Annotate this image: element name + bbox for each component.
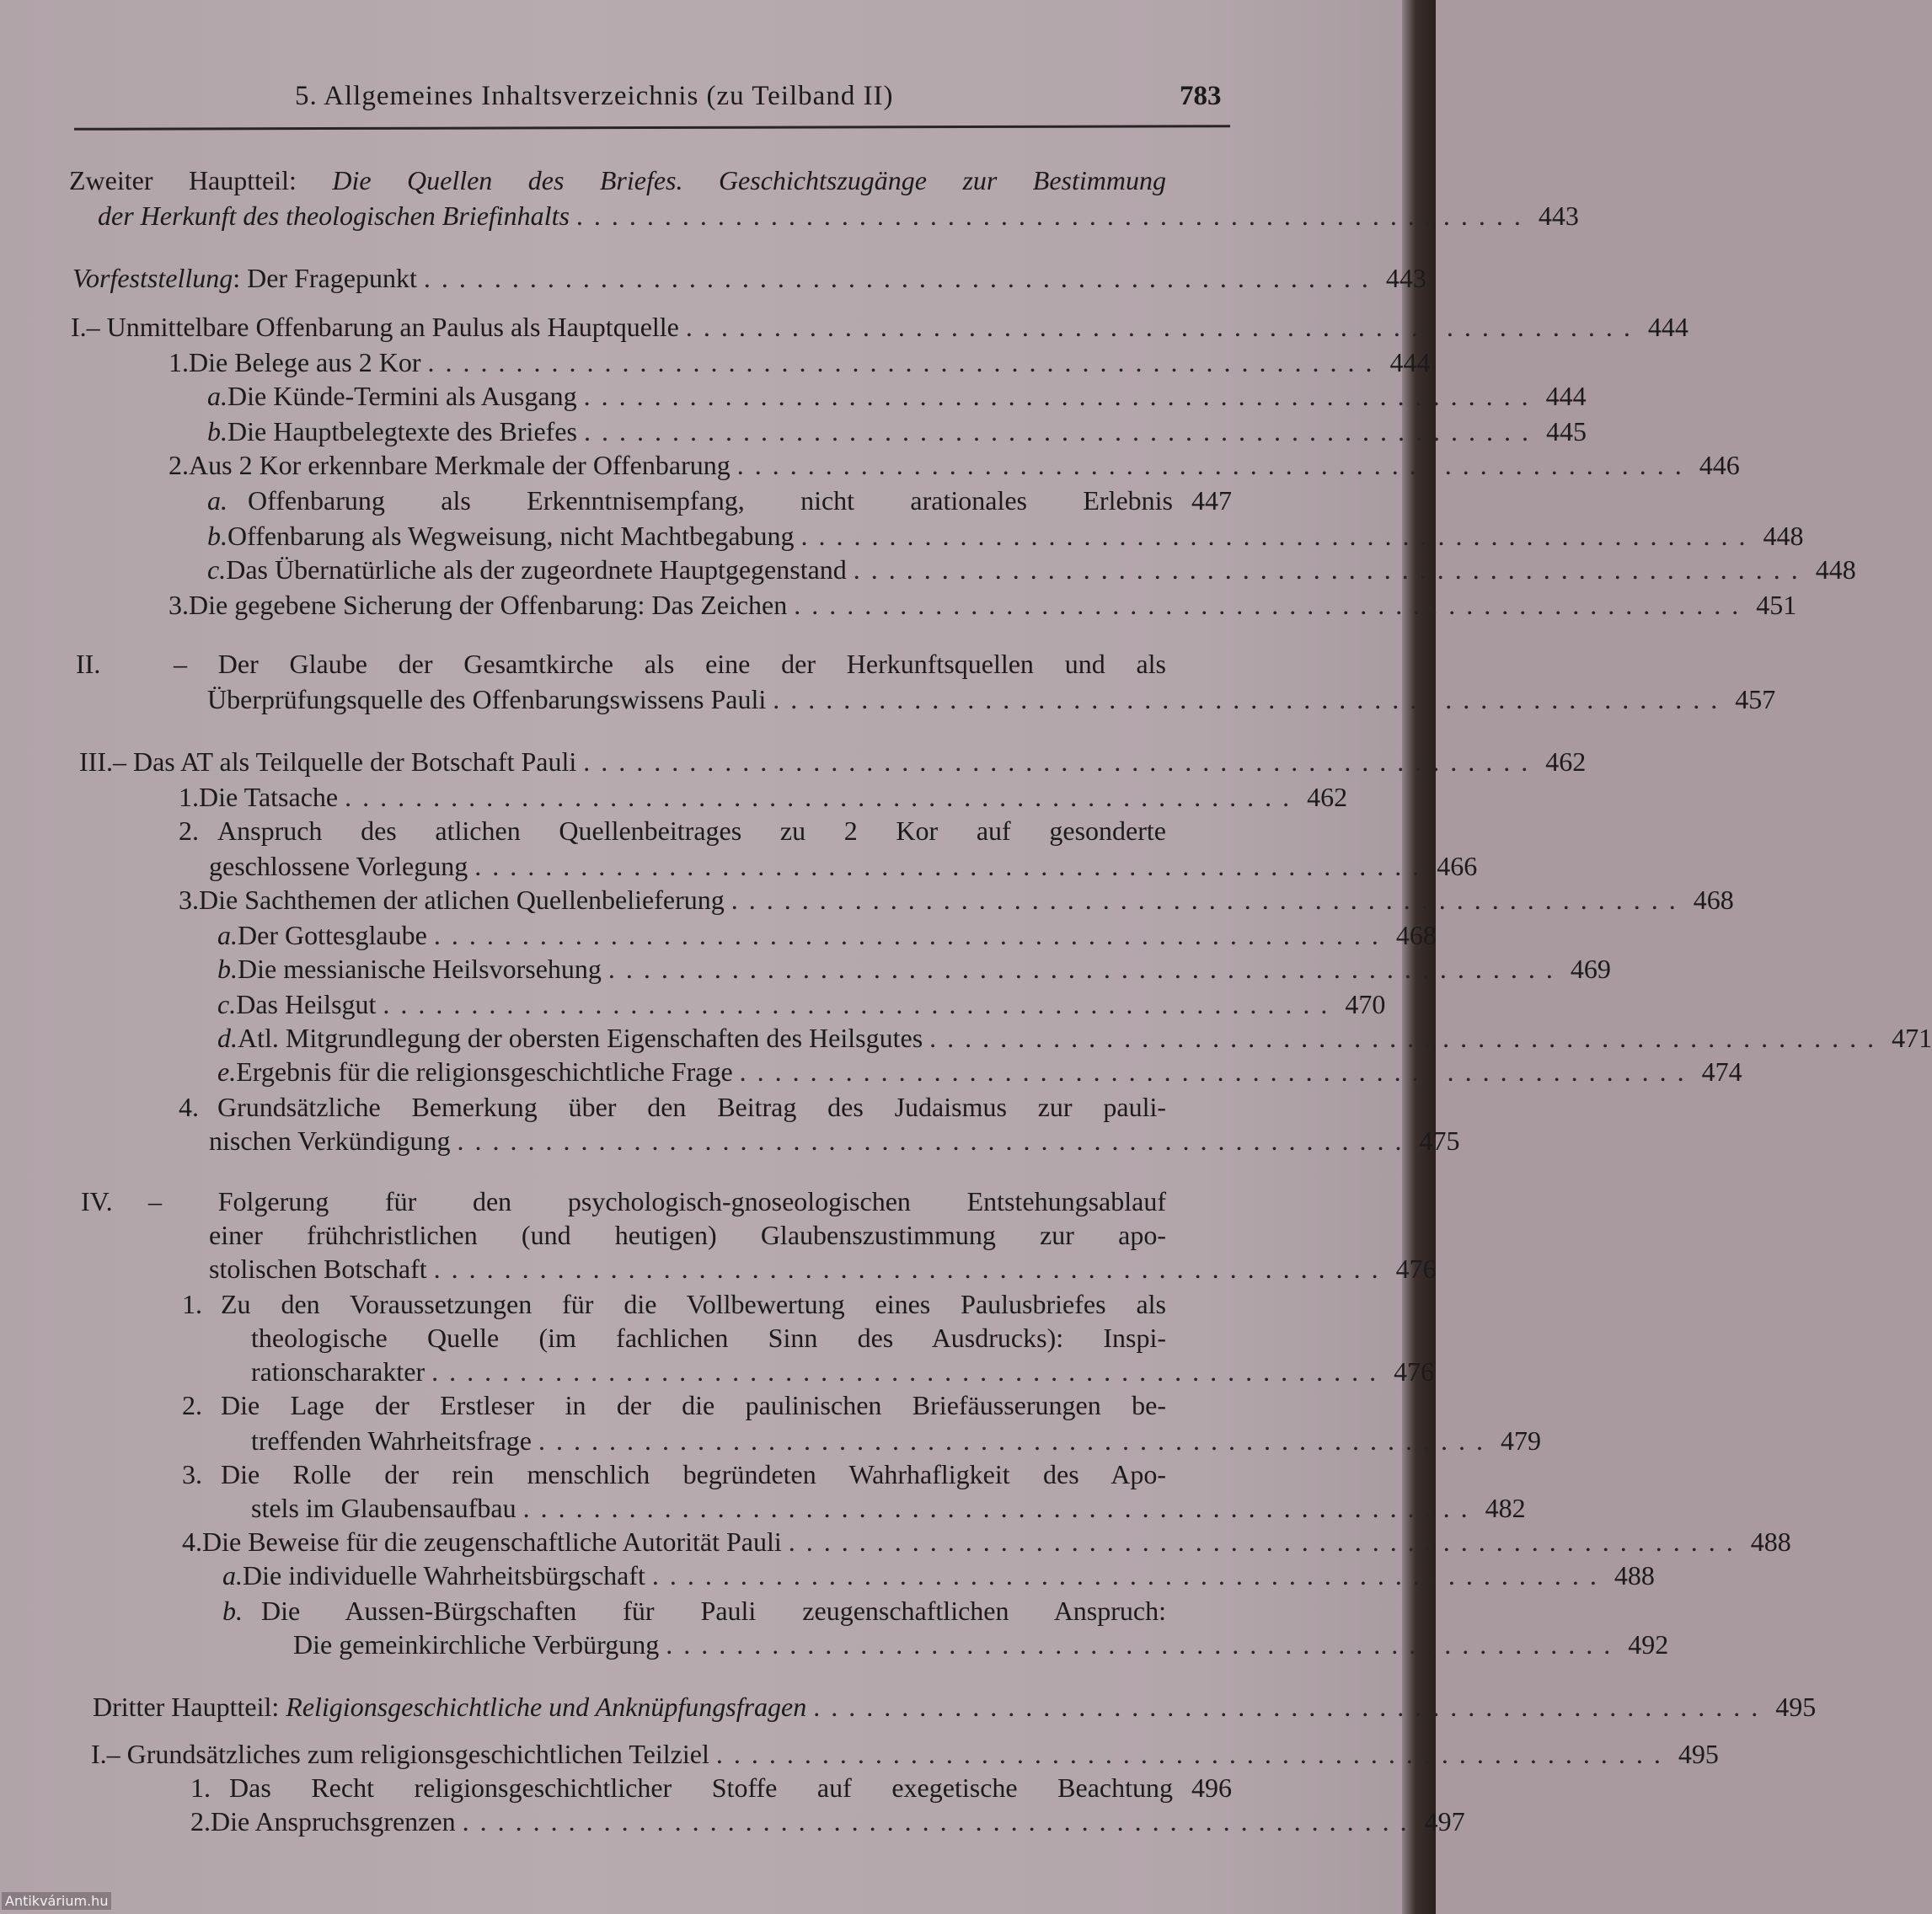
- toc-page-number: 488: [1750, 1526, 1791, 1557]
- dot-leader: ......................................................: [583, 746, 1539, 777]
- toc-page-number: 495: [1678, 1739, 1719, 1769]
- toc-entry-3-1: [179, 782, 1348, 815]
- toc-page-number: 492: [1628, 1629, 1669, 1660]
- toc-page-number: 488: [1614, 1560, 1655, 1591]
- toc-entry-text: Die Sachthemen der atlichen Quellenbelieferung: [199, 885, 725, 915]
- toc-page-number: 497: [1424, 1806, 1465, 1836]
- dot-leader: ......................................................: [794, 590, 1750, 620]
- toc-page-number: 476: [1394, 1356, 1435, 1387]
- toc-entry-4-4-b: [222, 1596, 1232, 1629]
- toc-entry-text: rationscharakter: [251, 1356, 425, 1387]
- toc-part-label: Zweiter Hauptteil:: [69, 165, 333, 195]
- toc-page-number: 451: [1756, 590, 1797, 620]
- toc-page-number: 482: [1485, 1493, 1526, 1523]
- toc-entry-number: 2.: [182, 1390, 202, 1420]
- dot-leader: ......................................................: [433, 920, 1389, 950]
- toc-entry-text: stolischen Botschaft: [209, 1254, 427, 1284]
- toc-entry-3-4-cont: [209, 1125, 1460, 1159]
- toc-entry-text: geschlossene Vorlegung: [209, 851, 468, 881]
- toc-page-number: 444: [1647, 312, 1688, 342]
- toc-entry-number: 3.: [169, 590, 189, 620]
- dot-leader: ......................................................: [739, 1056, 1695, 1087]
- toc-entry-number: 4.: [179, 1092, 199, 1122]
- toc-entry-text: – Der Glaube der Gesamtkirche als eine der Herkunftsquellen und als: [174, 649, 1166, 679]
- toc-entry-text: Die Rolle der rein menschlich begründeten Wahrhafligkeit des Apo-: [221, 1459, 1166, 1489]
- toc-entry-text: Das Recht religionsgeschichtlicher Stoffe auf exegetische Beachtung: [229, 1772, 1173, 1803]
- toc-entry-text: stels im Glaubensaufbau: [251, 1493, 516, 1523]
- toc-entry-section-3: [79, 746, 1587, 780]
- toc-entry-text: Die Tatsache: [199, 782, 339, 812]
- toc-entry-1-1-b: [207, 416, 1587, 450]
- toc-entry-text: – Grundsätzliches zum religionsgeschichtlichen Teilziel: [106, 1739, 709, 1769]
- toc-page-number: 444: [1545, 381, 1587, 411]
- toc-entry-number: 3.: [182, 1459, 202, 1489]
- toc-entry-text: Ergebnis für die religionsgeschichtliche Frage: [236, 1056, 733, 1087]
- toc-page-number: 468: [1395, 920, 1437, 950]
- page-number: 783: [1180, 81, 1222, 111]
- toc-entry-1-2-a: [207, 485, 1232, 519]
- toc-page-number: 462: [1545, 746, 1587, 777]
- toc-page-number: 443: [1538, 200, 1579, 231]
- dot-leader: ......................................................: [666, 1629, 1622, 1660]
- toc-entry-1-1: [169, 347, 1431, 381]
- toc-entry-1-1-a: [207, 381, 1587, 414]
- toc-entry-label: Vorfeststellung: [72, 263, 233, 293]
- toc-entry-1-2-b: [207, 521, 1804, 554]
- dot-leader: ......................................................: [607, 954, 1564, 984]
- dot-leader: ......................................................: [929, 1023, 1886, 1053]
- toc-entry-number: a.: [222, 1560, 243, 1591]
- toc-entry-text: Zu den Voraussetzungen für die Vollbewertung eines Paulusbriefes als: [221, 1289, 1166, 1319]
- toc-page-number: 446: [1699, 450, 1740, 480]
- toc-entry-text: Die Anspruchsgrenzen: [211, 1806, 456, 1836]
- dot-leader: ......................................................: [813, 1692, 1769, 1722]
- toc-entry-text: Die Künde-Termini als Ausgang: [227, 381, 577, 411]
- toc-entry-text: Die gemeinkirchliche Verbürgung: [293, 1629, 660, 1660]
- toc-entry-text: nischen Verkündigung: [209, 1125, 451, 1156]
- toc-entry-text: Die messianische Heilsvorsehung: [238, 954, 602, 984]
- toc-entry-number: 1.: [190, 1772, 211, 1803]
- toc-entry-text: Die gegebene Sicherung der Offenbarung: Das Zeichen: [189, 590, 788, 620]
- toc-entry-number: 1.: [182, 1289, 202, 1319]
- toc-entry-text: – Unmittelbare Offenbarung an Paulus als Hauptquelle: [86, 312, 679, 342]
- toc-entry-vorfeststellung: [72, 263, 1426, 297]
- toc-entry-number: b.: [207, 416, 227, 446]
- toc-page-number: 443: [1385, 263, 1426, 293]
- toc-entry-text: der Herkunft des theologischen Briefinhalts: [98, 200, 570, 231]
- toc-entry-number: a.: [207, 381, 227, 411]
- toc-page-number: 468: [1693, 885, 1734, 915]
- toc-entry-part-3-section-1: [91, 1739, 1719, 1772]
- toc-entry-3-4: [179, 1092, 1232, 1125]
- toc-entry-text: Die Lage der Erstleser in der die paulinischen Briefäusserungen be-: [221, 1390, 1166, 1420]
- toc-page-number: 495: [1775, 1692, 1817, 1722]
- dot-leader: ......................................................: [462, 1806, 1418, 1836]
- toc-entry-part-3-1-2: [190, 1806, 1465, 1840]
- toc-entry-text: Das Übernatürliche als der zugeordnete Hauptgegenstand: [226, 554, 847, 585]
- toc-entry-section-4-cont-1: [209, 1220, 1232, 1254]
- toc-page-number: 476: [1395, 1254, 1437, 1284]
- toc-entry-4-1: [182, 1289, 1232, 1323]
- toc-page-number: 474: [1701, 1056, 1742, 1087]
- toc-entry-text: Überprüfungsquelle des Offenbarungswissens Pauli: [207, 684, 767, 714]
- toc-entry-4-2: [182, 1390, 1232, 1424]
- toc-entry-part-2-heading: [69, 165, 1232, 199]
- toc-page-number: 470: [1345, 989, 1386, 1019]
- toc-entry-text: Grundsätzliche Bemerkung über den Beitrag des Judaismus zur pauli-: [217, 1092, 1166, 1122]
- dot-leader: ......................................................: [423, 263, 1379, 293]
- dot-leader: ......................................................: [383, 989, 1339, 1019]
- toc-entry-number: 1.: [169, 347, 189, 377]
- toc-entry-text: Das Heilsgut: [236, 989, 377, 1019]
- toc-entry-1-2-c: [207, 554, 1856, 588]
- toc-entry-text: Der Gottesglaube: [238, 920, 427, 950]
- toc-entry-4-4-b-cont: [293, 1629, 1669, 1663]
- toc-page-number: 496: [1191, 1772, 1232, 1803]
- dot-leader: ......................................................: [474, 851, 1431, 881]
- dot-leader: ......................................................: [575, 200, 1532, 231]
- dot-leader: ......................................................: [788, 1526, 1744, 1557]
- dot-leader: ......................................................: [736, 450, 1693, 480]
- toc-entry-text: Die individuelle Wahrheitsbürgschaft: [243, 1560, 645, 1591]
- toc-entry-part-3-1-1: [190, 1772, 1232, 1806]
- toc-entry-text: Offenbarung als Wegweisung, nicht Machtbegabung: [227, 521, 795, 551]
- toc-entry-4-3-cont: [251, 1493, 1526, 1526]
- dot-leader: ......................................................: [583, 416, 1539, 446]
- toc-entry-text: : Der Fragepunkt: [233, 263, 417, 293]
- toc-entry-part-3-heading: [93, 1692, 1817, 1725]
- toc-entry-text: einer frühchristlichen (und heutigen) Glaubenszustimmung zur apo-: [209, 1220, 1166, 1250]
- toc-page-number: 471: [1892, 1023, 1932, 1053]
- toc-entry-number: c.: [207, 554, 227, 585]
- toc-entry-text: Die Beweise für die zeugenschaftliche Autorität Pauli: [202, 1526, 782, 1557]
- toc-page-number: 448: [1763, 521, 1804, 551]
- toc-entry-number: 2.: [179, 815, 199, 846]
- toc-page-number: 445: [1545, 416, 1587, 446]
- toc-entry-number: b.: [207, 521, 227, 551]
- toc-entry-section-4-cont-2: [209, 1254, 1437, 1287]
- toc-entry-text: Aus 2 Kor erkennbare Merkmale der Offenbarung: [189, 450, 731, 480]
- dot-leader: ......................................................: [731, 885, 1687, 915]
- toc-entry-4-1-cont-1: [251, 1323, 1232, 1356]
- toc-entry-text: Religionsgeschichtliche und Anknüpfungsfragen: [286, 1692, 807, 1722]
- toc-entry-4-4: [182, 1526, 1791, 1560]
- dot-leader: ......................................................: [433, 1254, 1389, 1284]
- dot-leader: ......................................................: [685, 312, 1641, 342]
- dot-leader: ......................................................: [457, 1125, 1413, 1156]
- toc-entry-text: – Das AT als Teilquelle der Botschaft Pauli: [112, 746, 577, 777]
- toc-entry-number: III.: [79, 746, 113, 777]
- toc-entry-4-3: [182, 1459, 1232, 1493]
- toc-entry-number: a.: [207, 485, 227, 516]
- toc-entry-number: 2.: [169, 450, 189, 480]
- toc-entry-4-1-cont-2: [251, 1356, 1435, 1390]
- toc-entry-text: Die Belege aus 2 Kor: [189, 347, 421, 377]
- toc-entry-number: IV.: [81, 1186, 113, 1216]
- toc-entry-part-2-heading-cont: [98, 200, 1579, 234]
- toc-entry-3-2-cont: [209, 851, 1478, 885]
- toc-entry-text: theologische Quelle (im fachlichen Sinn des Ausdrucks): Inspi-: [251, 1323, 1166, 1353]
- toc-entry-number: b.: [222, 1596, 243, 1626]
- watermark: Antikvárium.hu: [2, 1892, 111, 1910]
- toc-entry-number: I.: [71, 312, 87, 342]
- toc-entry-number: 1.: [179, 782, 199, 812]
- toc-page-number: 469: [1570, 954, 1611, 984]
- toc-entry-4-4-a: [222, 1560, 1655, 1594]
- toc-entry-1-3: [169, 590, 1797, 623]
- dot-leader: ......................................................: [431, 1356, 1388, 1387]
- toc-entry-text: Die Hauptbelegtexte des Briefes: [227, 416, 577, 446]
- dot-leader: ......................................................: [522, 1493, 1479, 1523]
- toc-entry-text: Anspruch des atlichen Quellenbeitrages zu 2 Kor auf gesonderte: [217, 815, 1166, 846]
- toc-entry-1-2: [169, 450, 1740, 484]
- toc-page-number: 479: [1500, 1425, 1541, 1456]
- toc-page-number: 475: [1419, 1125, 1460, 1156]
- dot-leader: ......................................................: [715, 1739, 1672, 1769]
- toc-entry-text: treffenden Wahrheitsfrage: [251, 1425, 532, 1456]
- toc-entry-section-2: [76, 649, 1232, 682]
- dot-leader: ......................................................: [538, 1425, 1494, 1456]
- dot-leader: ......................................................: [345, 782, 1301, 812]
- toc-entry-4-2-cont: [251, 1425, 1541, 1459]
- toc-page-number: 448: [1815, 554, 1856, 585]
- dot-leader: ......................................................: [773, 684, 1729, 714]
- dot-leader: ......................................................: [427, 347, 1383, 377]
- toc-entry-number: d.: [217, 1023, 238, 1053]
- toc-page-number: 457: [1735, 684, 1776, 714]
- toc-page-number: 447: [1191, 485, 1232, 516]
- toc-page-number: 466: [1437, 851, 1478, 881]
- toc-entry-3-3: [179, 885, 1734, 918]
- toc-entry-text: Die Aussen-Bürgschaften für Pauli zeugenschaftlichen Anspruch:: [261, 1596, 1166, 1626]
- toc-entry-3-3-c: [217, 989, 1386, 1023]
- toc-entry-section-2-cont: [207, 684, 1776, 718]
- toc-entry-3-3-b: [217, 954, 1611, 987]
- toc-entry-number: e.: [217, 1056, 237, 1087]
- dot-leader: ......................................................: [800, 521, 1757, 551]
- toc-entry-number: a.: [217, 920, 238, 950]
- toc-entry-text: – Folgerung für den psychologisch-gnoseologischen Entstehungsablauf: [148, 1186, 1166, 1216]
- toc-part-label: Dritter Hauptteil:: [93, 1692, 286, 1722]
- toc-entry-3-3-e: [217, 1056, 1742, 1090]
- toc-entry-number: II.: [76, 649, 101, 679]
- dot-leader: ......................................................: [583, 381, 1539, 411]
- toc-entry-section-4: [81, 1186, 1232, 1220]
- toc-entry-3-3-d: [217, 1023, 1932, 1056]
- toc-entry-number: c.: [217, 989, 237, 1019]
- toc-entry-3-3-a: [217, 920, 1437, 954]
- toc-entry-text: Die Quellen des Briefes. Geschichtszugänge zur Bestimmung: [332, 165, 1166, 195]
- running-header-title: 5. Allgemeines Inhaltsverzeichnis (zu Teilband II): [295, 81, 894, 111]
- toc-entry-text: Atl. Mitgrundlegung der obersten Eigenschaften des Heilsgutes: [238, 1023, 923, 1053]
- toc-entry-number: 3.: [179, 885, 199, 915]
- toc-entry-number: 4.: [182, 1526, 202, 1557]
- dot-leader: ......................................................: [853, 554, 1809, 585]
- toc-page-number: 444: [1389, 347, 1431, 377]
- toc-entry-3-2: [179, 815, 1232, 849]
- toc-entry-section-1: [71, 312, 1688, 345]
- toc-entry-number: 2.: [190, 1806, 211, 1836]
- toc-entry-number: I.: [91, 1739, 107, 1769]
- toc-page-number: 462: [1307, 782, 1348, 812]
- toc-entry-text: Offenbarung als Erkenntnisempfang, nicht arationales Erlebnis: [248, 485, 1173, 516]
- dot-leader: ......................................................: [651, 1560, 1608, 1591]
- toc-entry-number: b.: [217, 954, 238, 984]
